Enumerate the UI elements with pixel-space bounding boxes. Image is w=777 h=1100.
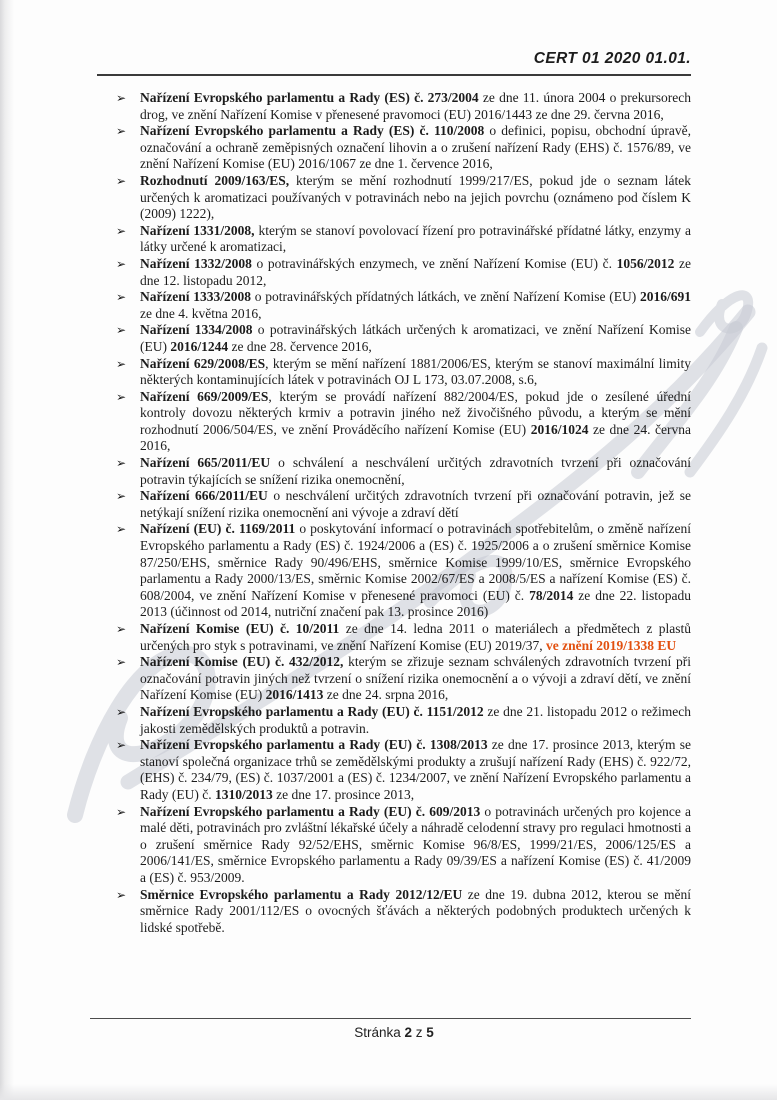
footer-rule (90, 1018, 691, 1019)
text-segment: , kterým se provádí nařízení 882/2004/ES, pokud jde o zesílené úřední kontroly dovozu některých krmiv a potravin jiného než živočišného původu, a kterým se mění rozhodnutí 2006/504/ES, ve znění Prováděcího nařízení Komise (EU) (140, 388, 692, 437)
regulation-item (97, 521, 691, 621)
text-segment: ze dne 17. prosince 2013, kterým se stanoví společná organizace trhů se zemědělskými produkty a zrušují nařízení Rady (EHS) č. 922/72, (EHS) č. 234/79, (ES) č. 1037/2001 a (ES) č. 1234/2007, ve znění Nařízení Evropského parlamentu a Rady (EU) č. (140, 737, 691, 802)
text-segment: Nařízení Evropského parlamentu a Rady (EU) č. 1151/2012 (140, 703, 484, 719)
arrow-bullet-icon: ➢ (116, 622, 127, 636)
text-segment: 2016/691 (639, 289, 691, 305)
page-number-total: 5 (426, 1025, 434, 1040)
text-segment: o potravinářských enzymech, ve znění Nařízení Komise (EU) č. (251, 255, 617, 271)
text-segment: ze dne 19. dubna 2012, kterou se mění směrnice Rady 2001/112/ES o ovocných šťávách a některých podobných produktech určených k lidské spotřebě. (140, 886, 692, 935)
regulation-item (97, 737, 691, 803)
text-segment: Nařízení Evropského parlamentu a Rady (EU) č. 609/2013 (140, 803, 481, 819)
text-segment: ze dne 24. června 2016, (140, 421, 691, 454)
text-segment: 2016/1244 (170, 338, 229, 354)
text-segment: ze dne 12. listopadu 2012, (140, 255, 691, 288)
text-segment: ze dne 11. února 2004 o prekursorech drog, ve znění Nařízení Komise v přenesené pravomoci (EU) 2016/1443 ze dne 29. června 2016, (140, 90, 691, 122)
text-segment: Rozhodnutí 2009/163/ES, (140, 172, 290, 188)
arrow-bullet-icon: ➢ (116, 389, 127, 404)
regulation-item (97, 123, 691, 173)
regulation-item (97, 256, 691, 289)
arrow-bullet-icon: ➢ (116, 456, 127, 471)
arrow-bullet-icon: ➢ (116, 323, 127, 338)
regulation-item (97, 289, 691, 322)
text-segment: 2016/1413 (265, 687, 324, 703)
arrow-bullet-icon: ➢ (116, 223, 127, 238)
regulation-item (97, 356, 691, 389)
page-number-current: 2 (404, 1025, 412, 1040)
text-segment: Nařízení 666/2011/EU (140, 488, 268, 504)
arrow-bullet-icon: ➢ (116, 804, 127, 819)
page-number-label: Stránka (354, 1025, 401, 1040)
text-segment: Směrnice Evropského parlamentu a Rady 2012/12/EU (140, 886, 463, 902)
regulation-item (97, 173, 691, 223)
text-segment: kterým se stanoví povolovací řízení pro potravinářské přídatné látky, enzymy a látky určené k aromatizaci, (140, 222, 691, 255)
header-rule (97, 74, 691, 76)
regulation-item (97, 90, 691, 123)
text-segment: o potravinářských látkách určených k aromatizaci, ve znění Nařízení Komise (EU) (140, 322, 691, 354)
text-segment: Nařízení 1334/2008 (140, 322, 253, 338)
text-segment: o schválení a neschválení určitých zdravotních tvrzení při označování potravin týkajících se snížení rizika onemocnění, (140, 455, 691, 487)
arrow-bullet-icon: ➢ (116, 738, 127, 753)
text-segment: kterým se zřizuje seznam schválených zdravotních tvrzení při označování potravin jiných než tvrzení o snížení rizika onemocnění a o vývoji a zdraví dětí, ve znění Nařízení Komise (EU) (140, 654, 691, 703)
text-segment: Nařízení Komise (EU) č. 10/2011 (140, 621, 340, 636)
regulation-list (97, 90, 691, 936)
regulation-item (97, 654, 691, 704)
text-segment: Nařízení 665/2011/EU (140, 455, 271, 471)
page-number (97, 1025, 691, 1040)
text-segment: ze dne 28. července 2016, (228, 338, 372, 354)
text-segment: 2016/1024 (530, 421, 589, 437)
regulation-item (97, 223, 691, 256)
arrow-bullet-icon: ➢ (116, 290, 127, 305)
text-segment: ze dne 14. ledna 2011 o materiálech a předmětech z plastů určených pro styk s potravinami, ve znění Nařízení Komise (EU) 2019/37, (140, 621, 691, 653)
text-segment: ze dne 17. prosince 2013, (272, 786, 415, 802)
text-segment: ze dne 21. listopadu 2012 o režimech jakosti zemědělských produktů a potravin. (140, 703, 691, 736)
arrow-bullet-icon: ➢ (116, 704, 127, 719)
text-segment: ve znění 2019/1338 EU (546, 637, 677, 653)
text-segment: ze dne 22. listopadu 2013 (účinnost od 2014, nutriční značení pak 13. prosince 2016) (140, 587, 691, 620)
regulation-item (97, 704, 691, 737)
text-segment: 1310/2013 (214, 786, 273, 802)
arrow-bullet-icon: ➢ (116, 124, 127, 139)
text-segment: kterým se mění rozhodnutí 1999/217/ES, pokud jde o seznam látek určených k aromatizaci používaných v potravinách nebo na jejich povrchu (oznámeno pod číslem K (2009) 1222), (140, 172, 691, 222)
arrow-bullet-icon: ➢ (116, 173, 127, 188)
text-segment: o definici, popisu, obchodní úpravě, označování a ochraně zeměpisných označení lihovin a o zrušení nařízení Rady (EHS) č. 1576/89, ve znění Nařízení Komise (EU) 2016/1067 ze dne 1. července 2016, (140, 123, 691, 172)
regulation-item (97, 621, 691, 654)
text-segment: Nařízení 1331/2008, (140, 222, 255, 238)
text-segment: Nařízení 669/2009/ES (140, 388, 269, 404)
text-segment: ze dne 4. května 2016, (140, 305, 262, 321)
text-segment: Nařízení Komise (EU) č. 432/2012, (140, 654, 344, 670)
page-number-separator: z (415, 1025, 423, 1040)
regulation-item (97, 887, 691, 937)
regulation-item (97, 389, 691, 455)
text-segment: Nařízení (EU) č. 1169/2011 (140, 521, 296, 537)
arrow-bullet-icon: ➢ (116, 356, 127, 371)
document-code: CERT 01 2020 01.01. (533, 50, 691, 67)
text-segment: , kterým se mění nařízení 1881/2006/ES, kterým se stanoví maximální limity některých kontaminujících látek v potravinách OJ L 173, 03.07.2008, s.6, (140, 355, 692, 388)
scan-edge-shadow (0, 0, 14, 1100)
scan-bottom-shadow (0, 1084, 777, 1100)
text-segment: Nařízení Evropského parlamentu a Rady (ES) č. 273/2004 (140, 90, 479, 105)
arrow-bullet-icon: ➢ (116, 489, 127, 504)
regulation-item (97, 488, 691, 521)
regulation-item (97, 455, 691, 488)
text-segment: Nařízení 1333/2008 (140, 289, 252, 305)
text-segment: 1056/2012 (616, 255, 675, 271)
regulation-item (97, 804, 691, 887)
text-segment: Nařízení Evropského parlamentu a Rady (ES) č. 110/2008 (140, 123, 485, 139)
arrow-bullet-icon: ➢ (116, 887, 127, 902)
text-segment: o neschválení určitých zdravotních tvrzení při označování potravin, jež se netýkají snížení rizika onemocnění ani vývoje a zdraví dětí (140, 488, 691, 520)
arrow-bullet-icon: ➢ (116, 655, 127, 670)
text-segment: ze dne 24. srpna 2016, (323, 687, 449, 703)
text-segment: Nařízení 629/2008/ES (140, 355, 266, 371)
text-segment: Nařízení Evropského parlamentu a Rady (EU) č. 1308/2013 (140, 737, 488, 753)
arrow-bullet-icon: ➢ (116, 91, 127, 105)
regulation-item (97, 322, 691, 355)
arrow-bullet-icon: ➢ (116, 522, 127, 537)
text-segment: o poskytování informací o potravinách spotřebitelům, o změně nařízení Evropského parlamentu a Rady (ES) č. 1924/2006 a (ES) č. 1925/2006 a o zrušení směrnice Komise 87/250/EHS, směrnice Rady 90/496/EHS, směrnice Komise 1999/10/ES, směrnice Evropského parlamentu a Rady 2000/13/ES, směrnic Komise 2002/67/ES a 2008/5/ES a nařízení Komise (ES) č. 608/2004, ve znění Nařízení Komise v přenesené pravomoci (EU) č. (140, 521, 691, 603)
text-segment: o potravinářských přídatných látkách, ve znění Nařízení Komise (EU) (251, 289, 640, 305)
text-segment: 78/2014 (529, 587, 574, 603)
text-segment: Nařízení 1332/2008 (140, 255, 252, 271)
arrow-bullet-icon: ➢ (116, 256, 127, 271)
text-segment: o potravinách určených pro kojence a malé děti, potravinách pro zvláštní lékařské účely a náhradě celodenní stravy pro regulaci hmotnosti a o zrušení směrnice Rady 92/52/EHS, směrnic Komise 96/8/ES, 1999/21/ES, 2006/125/ES a 2006/141/ES, směrnice Evropského parlamentu a Rady 09/39/ES a nařízení Komise (ES) č. 41/2009 a (ES) č. 953/2009. (140, 803, 691, 885)
